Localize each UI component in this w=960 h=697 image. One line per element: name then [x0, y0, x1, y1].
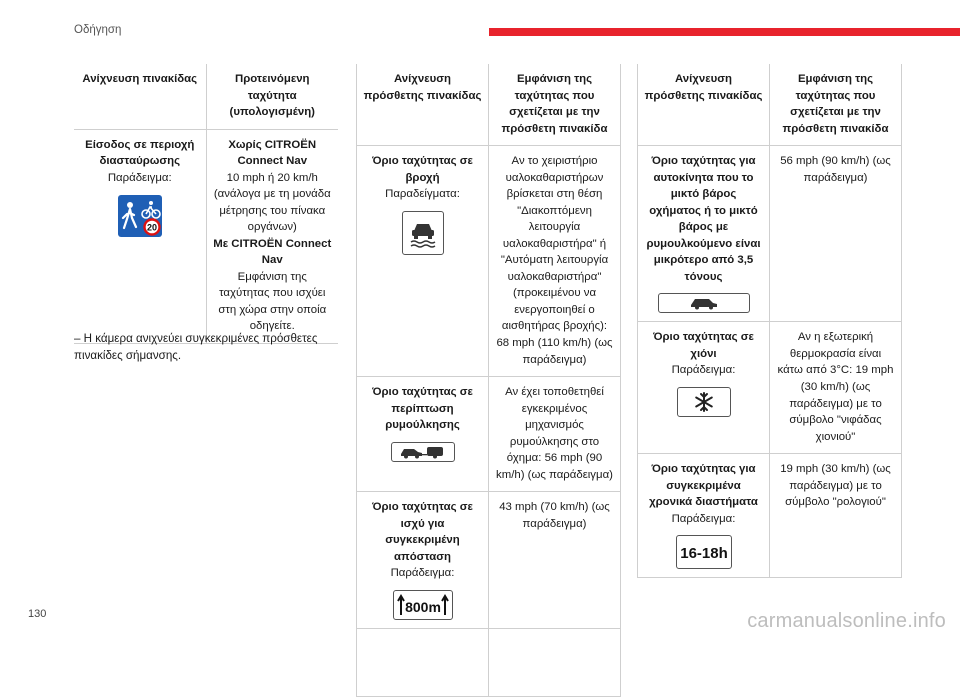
table-header-row — [638, 64, 902, 146]
table-row — [357, 492, 621, 629]
car-icon — [658, 293, 750, 313]
row-title: Όριο ταχύτητας σε βροχή — [372, 155, 473, 184]
time-sign-text: 16-18h — [679, 545, 728, 563]
column-header: Εμφάνιση της ταχύτητας που σχετίζεται με την πρόσθετη πινακίδα — [489, 64, 621, 146]
table-row — [638, 454, 902, 578]
sign-detection-table — [74, 64, 338, 344]
car-trailer-icon — [391, 442, 455, 462]
row-title: Με CITROËN Connect Nav — [213, 237, 332, 267]
table-row — [357, 377, 621, 492]
table-row — [638, 146, 902, 322]
distance-sign-text: 800m — [404, 598, 441, 615]
row-text: Αν η εξωτερική θερμοκρασία είναι κάτω από 3°C: 19 mph (30 km/h) (ως παράδειγμα) με το σύμβολο "νιφάδας χιονιού" — [777, 331, 894, 443]
section-title: Οδήγηση — [74, 24, 122, 36]
row-title: Όριο ταχύτητας για αυτοκίνητα που το μικτό βάρος οχήματος ή το μικτό βάρος με ρυμουλκούμενο είναι μικρότερο από 3,5 τόνους — [646, 155, 761, 283]
row-text: Αν το χειριστήριο υαλοκαθαριστήρων βρίσκεται στη θέση "Διακοπτόμενη λειτουργία υαλοκαθαριστήρα" ή "Αυτόματη λειτουργία υαλοκαθαριστήρα" (προκειμένου να ενεργοποιηθεί ο αισθητήρας βροχής): 68 mph (110 km/h) (ως παράδειγμα) — [496, 155, 613, 366]
time-sign-icon — [676, 535, 732, 569]
watermark: carmanualsonline.info — [747, 610, 946, 632]
row-text: 10 mph ή 20 km/h (ανάλογα με τη μονάδα μέτρησης του πίνακα οργάνων) — [213, 171, 331, 234]
column-header: Εμφάνιση της ταχύτητας που σχετίζεται με την πρόσθετη πινακίδα — [770, 64, 902, 146]
row-title: Χωρίς CITROËN Connect Nav — [228, 138, 317, 168]
row-subtitle: Παράδειγμα: — [107, 171, 172, 184]
row-title: Είσοδος σε περιοχή διασταύρωσης — [85, 138, 195, 168]
row-text: Εμφάνιση της ταχύτητας που ισχύει στη χώρα στην οποία οδηγείτε. — [218, 270, 327, 333]
column-header: Προτεινόμενη ταχύτητα (υπολογισμένη) — [206, 64, 338, 129]
page-number: 130 — [28, 608, 47, 620]
row-text: Αν έχει τοποθετηθεί εγκεκριμένος μηχανισμός ρυμούλκησης στο όχημα: 56 mph (90 km/h) (ως παράδειγμα) — [496, 386, 613, 481]
additional-sign-table-1 — [356, 64, 621, 697]
additional-sign-table-2 — [637, 64, 902, 578]
table-row-empty — [357, 628, 621, 696]
row-title: Όριο ταχύτητας σε χιόνι — [653, 331, 754, 360]
row-subtitle: Παράδειγμα: — [390, 567, 455, 580]
row-title: Όριο ταχύτητας σε περίπτωση ρυμούλκησης — [372, 386, 473, 432]
row-title: Όριο ταχύτητας για συγκεκριμένα χρονικά διαστήματα — [649, 463, 758, 509]
sign-speed-text: 20 — [146, 222, 157, 233]
table-header-row — [74, 64, 338, 129]
row-subtitle: Παραδείγματα: — [385, 188, 460, 201]
row-text: 56 mph (90 km/h) (ως παράδειγμα) — [780, 155, 891, 184]
row-title: Όριο ταχύτητας σε ισχύ για συγκεκριμένη απόσταση — [372, 501, 473, 563]
row-subtitle: Παράδειγμα: — [671, 364, 736, 377]
table-header-row — [357, 64, 621, 146]
camera-note: – Η κάμερα ανιχνεύει συγκεκριμένες πρόσθετες πινακίδες σήμανσης. — [74, 332, 318, 363]
column-header: Ανίχνευση πρόσθετης πινακίδας — [638, 64, 770, 146]
distance-sign-icon — [393, 590, 453, 620]
snowflake-icon — [677, 387, 731, 417]
table-row — [357, 146, 621, 377]
row-text: 19 mph (30 km/h) (ως παράδειγμα) με το σύμβολο "ρολογιού" — [780, 463, 891, 509]
shared-zone-sign-icon — [117, 194, 163, 244]
column-header: Ανίχνευση πινακίδας — [74, 64, 206, 129]
row-subtitle: Παράδειγμα: — [671, 512, 736, 525]
table-row — [638, 322, 902, 454]
column-header: Ανίχνευση πρόσθετης πινακίδας — [357, 64, 489, 146]
table-row — [74, 129, 338, 343]
section-accent-bar — [489, 28, 960, 36]
rain-road-icon — [402, 211, 444, 255]
row-text: 43 mph (70 km/h) (ως παράδειγμα) — [499, 501, 610, 530]
